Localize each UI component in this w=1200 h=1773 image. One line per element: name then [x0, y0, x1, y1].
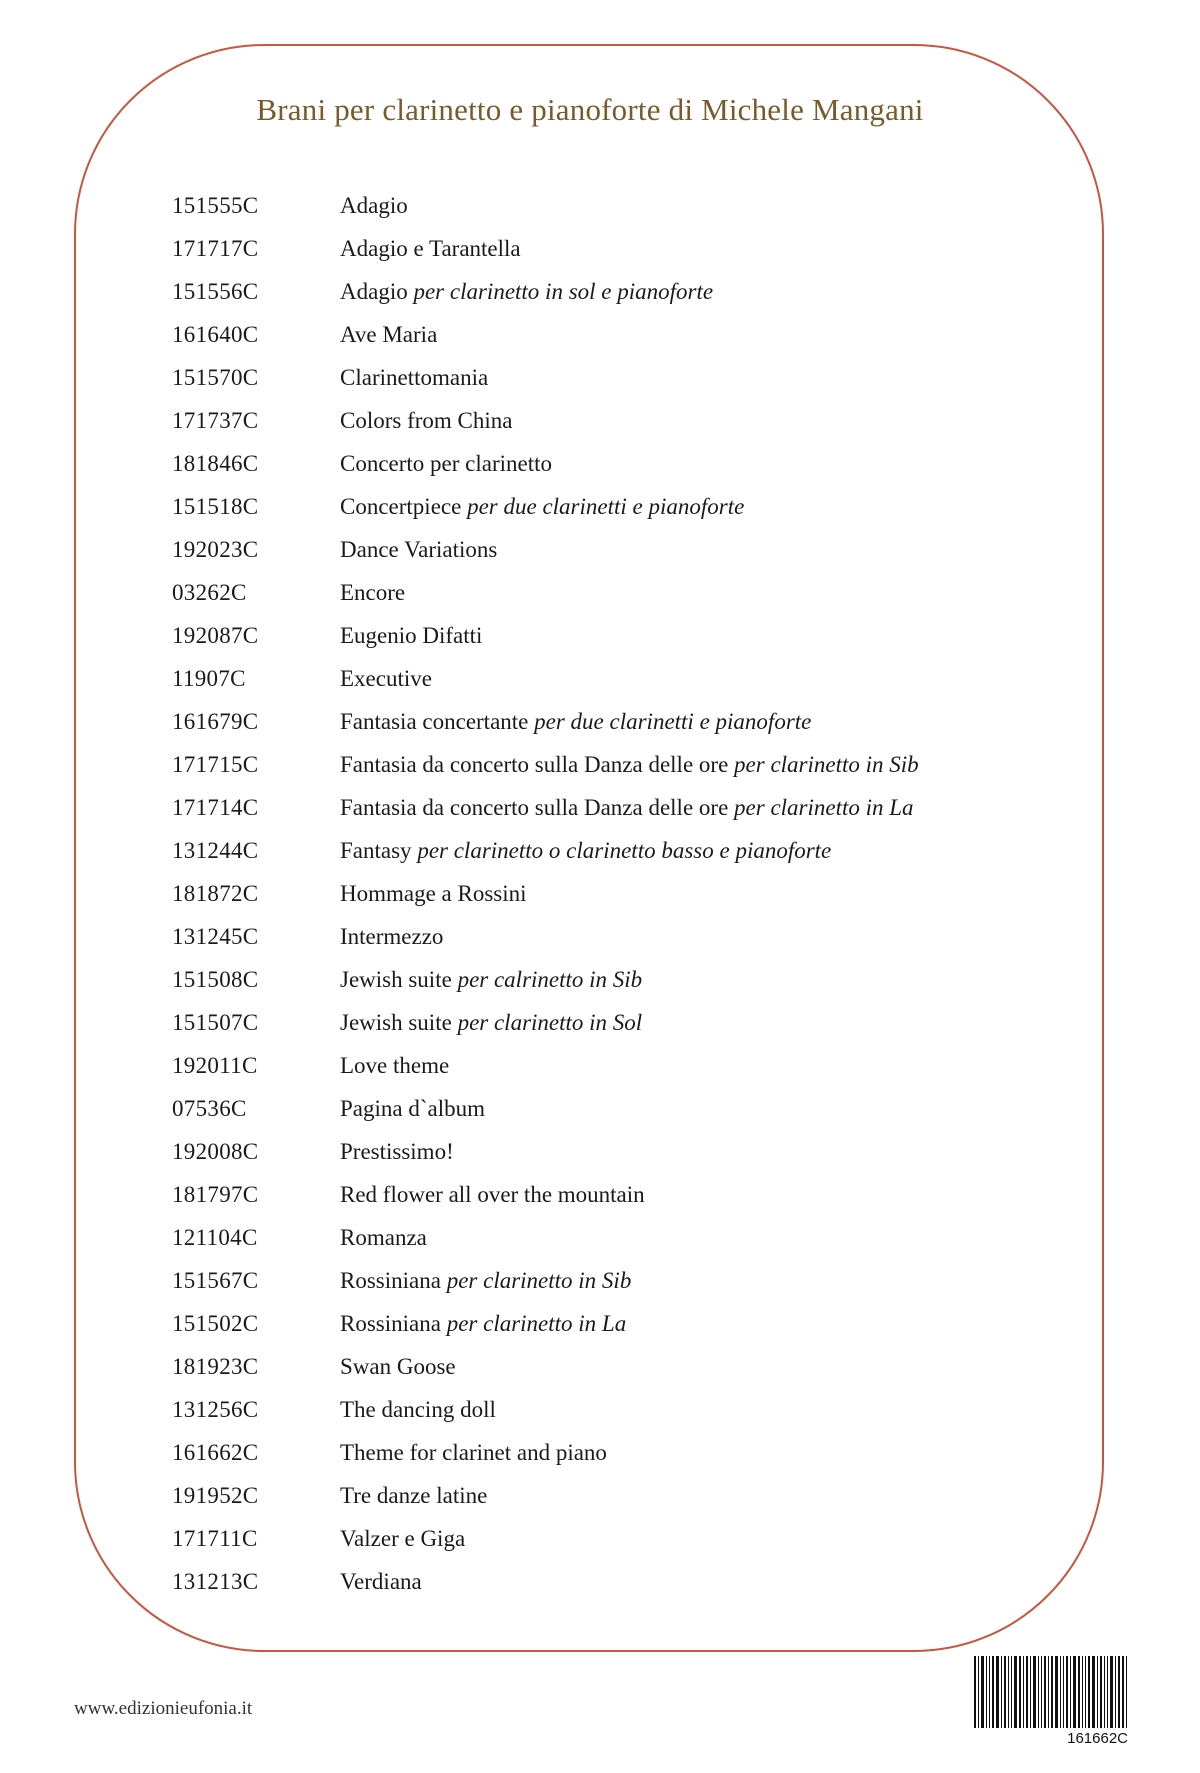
catalog-work — [340, 829, 831, 872]
catalog-row — [172, 184, 1032, 227]
catalog-code: 192008C — [172, 1139, 259, 1164]
catalog-code: 151507C — [172, 1010, 259, 1035]
catalog-row — [172, 399, 1032, 442]
barcode-bar — [992, 1656, 994, 1728]
catalog-work — [340, 1345, 456, 1388]
catalog-code: 151556C — [172, 279, 259, 304]
barcode-bar — [1051, 1656, 1053, 1728]
work-title: Red flower all over the mountain — [340, 1182, 645, 1207]
barcode-bar — [1097, 1656, 1098, 1728]
catalog-code: 151570C — [172, 365, 259, 390]
barcode-bar — [1063, 1656, 1064, 1728]
catalog-code: 151555C — [172, 193, 259, 218]
catalog-code: 171737C — [172, 408, 259, 433]
catalog-row — [172, 528, 1032, 571]
barcode — [974, 1656, 1134, 1756]
barcode-bar — [1070, 1656, 1071, 1728]
catalog-work — [340, 657, 432, 700]
catalog-work — [340, 1560, 422, 1603]
catalog-row — [172, 915, 1032, 958]
catalog-code: 192087C — [172, 623, 259, 648]
barcode-bar — [1078, 1656, 1080, 1728]
catalog-code: 131244C — [172, 838, 259, 863]
barcode-bar — [1100, 1656, 1102, 1728]
barcode-bar — [1023, 1656, 1024, 1728]
catalog-work — [340, 614, 482, 657]
barcode-bars — [974, 1656, 1134, 1728]
work-title: Tre danze latine — [340, 1483, 488, 1508]
barcode-bar — [996, 1656, 999, 1728]
catalog-code: 171717C — [172, 236, 259, 261]
catalog-code: 181846C — [172, 451, 259, 476]
catalog-code: 171711C — [172, 1526, 258, 1551]
work-title: The dancing doll — [340, 1397, 496, 1422]
work-title: Fantasy — [340, 838, 412, 863]
work-title: Fantasia da concerto sulla Danza delle ore — [340, 752, 729, 777]
catalog-work — [340, 1001, 642, 1044]
barcode-bar — [978, 1656, 979, 1728]
barcode-bar — [1038, 1656, 1039, 1728]
catalog-work — [340, 442, 552, 485]
barcode-bar — [1082, 1656, 1083, 1728]
catalog-row — [172, 571, 1032, 614]
catalog-code: 191952C — [172, 1483, 259, 1508]
catalog-row — [172, 227, 1032, 270]
work-title: Intermezzo — [340, 924, 444, 949]
catalog-work — [340, 786, 914, 829]
work-title: Adagio — [340, 193, 408, 218]
catalog-row — [172, 1431, 1032, 1474]
catalog-row — [172, 1517, 1032, 1560]
barcode-bar — [1004, 1656, 1006, 1728]
catalog-code: 151502C — [172, 1311, 259, 1336]
work-title: Colors from China — [340, 408, 513, 433]
catalog-row — [172, 829, 1032, 872]
catalog-work — [340, 1431, 607, 1474]
barcode-bar — [1041, 1656, 1042, 1728]
work-title: Rossiniana — [340, 1311, 441, 1336]
page-title: Brani per clarinetto e pianoforte di Michele Mangani — [256, 92, 924, 127]
work-subtitle: per clarinetto in Sol — [457, 1010, 643, 1035]
catalog-row — [172, 356, 1032, 399]
catalog-row — [172, 657, 1032, 700]
work-title: Hommage a Rossini — [340, 881, 527, 906]
catalog-code: 181797C — [172, 1182, 259, 1207]
catalog-row — [172, 1560, 1032, 1603]
catalog-row — [172, 958, 1032, 1001]
catalog-work — [340, 184, 408, 227]
catalog-work — [340, 1517, 465, 1560]
work-title: Fantasia concertante — [340, 709, 529, 734]
work-title: Jewish suite — [340, 967, 452, 992]
catalog-code: 121104C — [172, 1225, 258, 1250]
catalog-code: 151567C — [172, 1268, 259, 1293]
catalog-work — [340, 1302, 626, 1345]
catalog-code: 161679C — [172, 709, 259, 734]
work-subtitle: per calrinetto in Sib — [457, 967, 643, 992]
work-title: Romanza — [340, 1225, 427, 1250]
work-title: Love theme — [340, 1053, 450, 1078]
catalog-row — [172, 786, 1032, 829]
barcode-bar — [1126, 1656, 1127, 1728]
catalog-code: 161662C — [172, 1440, 259, 1465]
catalog-row — [172, 1216, 1032, 1259]
catalog-code: 131213C — [172, 1569, 259, 1594]
catalog-row — [172, 1302, 1032, 1345]
barcode-bar — [1110, 1656, 1113, 1728]
catalog-work — [340, 958, 642, 1001]
catalog-row — [172, 743, 1032, 786]
work-title: Valzer e Giga — [340, 1526, 466, 1551]
catalog-row — [172, 614, 1032, 657]
catalog-list — [172, 184, 1032, 1603]
catalog-row — [172, 485, 1032, 528]
barcode-bar — [1030, 1656, 1031, 1728]
catalog-work — [340, 270, 713, 313]
work-subtitle: per clarinetto in Sib — [446, 1268, 632, 1293]
catalog-row — [172, 1259, 1032, 1302]
catalog-code: 192011C — [172, 1053, 258, 1078]
barcode-bar — [1044, 1656, 1046, 1728]
catalog-work — [340, 1259, 631, 1302]
work-title: Concerto per clarinetto — [340, 451, 553, 476]
barcode-bar — [974, 1656, 976, 1728]
catalog-code: 161640C — [172, 322, 259, 347]
catalog-code: 131256C — [172, 1397, 259, 1422]
work-title: Theme for clarinet and piano — [340, 1440, 607, 1465]
catalog-work — [340, 528, 497, 571]
barcode-bar — [989, 1656, 990, 1728]
catalog-row — [172, 1173, 1032, 1216]
catalog-work — [340, 1474, 487, 1517]
work-title: Dance Variations — [340, 537, 498, 562]
catalog-code: 11907C — [172, 666, 246, 691]
catalog-work — [340, 743, 919, 786]
catalog-work — [340, 1087, 485, 1130]
work-title: Executive — [340, 666, 432, 691]
publisher-url[interactable]: www.edizionieufonia.it — [74, 1698, 253, 1719]
catalog-code: 07536C — [172, 1096, 247, 1121]
catalog-work — [340, 1216, 427, 1259]
barcode-code: 161662C — [1067, 1730, 1128, 1747]
catalog-row — [172, 1087, 1032, 1130]
work-subtitle: per due clarinetti e pianoforte — [534, 709, 812, 734]
catalog-work — [340, 571, 405, 614]
catalog-code: 192023C — [172, 537, 259, 562]
barcode-bar — [1014, 1656, 1017, 1728]
catalog-work — [340, 356, 488, 399]
barcode-bar — [1104, 1656, 1105, 1728]
catalog-work — [340, 485, 744, 528]
catalog-work — [340, 915, 443, 958]
catalog-code: 171715C — [172, 752, 259, 777]
barcode-bar — [1011, 1656, 1012, 1728]
work-subtitle: per clarinetto in La — [446, 1311, 627, 1336]
work-subtitle: per clarinetto o clarinetto basso e pianoforte — [417, 838, 832, 863]
barcode-bar — [1048, 1656, 1049, 1728]
work-title: Adagio — [340, 279, 408, 304]
catalog-work — [340, 1388, 496, 1431]
catalog-code: 151518C — [172, 494, 259, 519]
catalog-work — [340, 700, 811, 743]
work-title: Rossiniana — [340, 1268, 441, 1293]
work-title: Concertpiece — [340, 494, 462, 519]
barcode-bar — [986, 1656, 987, 1728]
work-subtitle: per clarinetto in La — [734, 795, 914, 820]
catalog-work — [340, 227, 521, 270]
work-title: Swan Goose — [340, 1354, 456, 1379]
catalog-work — [340, 872, 527, 915]
barcode-bar — [1055, 1656, 1058, 1728]
work-title: Prestissimo! — [340, 1139, 454, 1164]
catalog-row — [172, 1001, 1032, 1044]
barcode-bar — [1001, 1656, 1002, 1728]
barcode-bar — [1115, 1656, 1116, 1728]
catalog-code: 151508C — [172, 967, 259, 992]
catalog-code: 131245C — [172, 924, 259, 949]
barcode-bar — [1092, 1656, 1095, 1728]
work-title: Eugenio Difatti — [340, 623, 483, 648]
catalog-code: 03262C — [172, 580, 247, 605]
work-subtitle: per clarinetto in Sib — [734, 752, 919, 777]
catalog-row — [172, 1345, 1032, 1388]
barcode-bar — [1085, 1656, 1086, 1728]
catalog-row — [172, 1044, 1032, 1087]
catalog-row — [172, 442, 1032, 485]
catalog-row — [172, 1130, 1032, 1173]
work-title: Adagio e Tarantella — [340, 236, 521, 261]
work-subtitle: per clarinetto in sol e pianoforte — [413, 279, 714, 304]
catalog-row — [172, 1474, 1032, 1517]
work-title: Ave Maria — [340, 322, 438, 347]
barcode-bar — [1060, 1656, 1061, 1728]
catalog-row — [172, 700, 1032, 743]
catalog-row — [172, 313, 1032, 356]
barcode-bar — [1019, 1656, 1021, 1728]
barcode-bar — [1026, 1656, 1028, 1728]
catalog-work — [340, 1173, 645, 1216]
catalog-work — [340, 313, 437, 356]
catalog-row — [172, 872, 1032, 915]
catalog-code: 181923C — [172, 1354, 259, 1379]
catalog-work — [340, 1044, 449, 1087]
catalog-code: 171714C — [172, 795, 259, 820]
barcode-bar — [1088, 1656, 1090, 1728]
barcode-bar — [1107, 1656, 1108, 1728]
barcode-bar — [1008, 1656, 1009, 1728]
work-title: Jewish suite — [340, 1010, 452, 1035]
catalog-code: 181872C — [172, 881, 259, 906]
barcode-bar — [1066, 1656, 1068, 1728]
work-title: Pagina d`album — [340, 1096, 485, 1121]
catalog-work — [340, 1130, 454, 1173]
catalog-work — [340, 399, 513, 442]
barcode-bar — [1073, 1656, 1076, 1728]
work-title: Clarinettomania — [340, 365, 489, 390]
barcode-bar — [1122, 1656, 1124, 1728]
work-subtitle: per due clarinetti e pianoforte — [467, 494, 745, 519]
work-title: Fantasia da concerto sulla Danza delle ore — [340, 795, 729, 820]
work-title: Verdiana — [340, 1569, 422, 1594]
barcode-bar — [1118, 1656, 1120, 1728]
catalog-row — [172, 270, 1032, 313]
barcode-bar — [981, 1656, 984, 1728]
barcode-bar — [1033, 1656, 1036, 1728]
work-title: Encore — [340, 580, 406, 605]
catalog-row — [172, 1388, 1032, 1431]
